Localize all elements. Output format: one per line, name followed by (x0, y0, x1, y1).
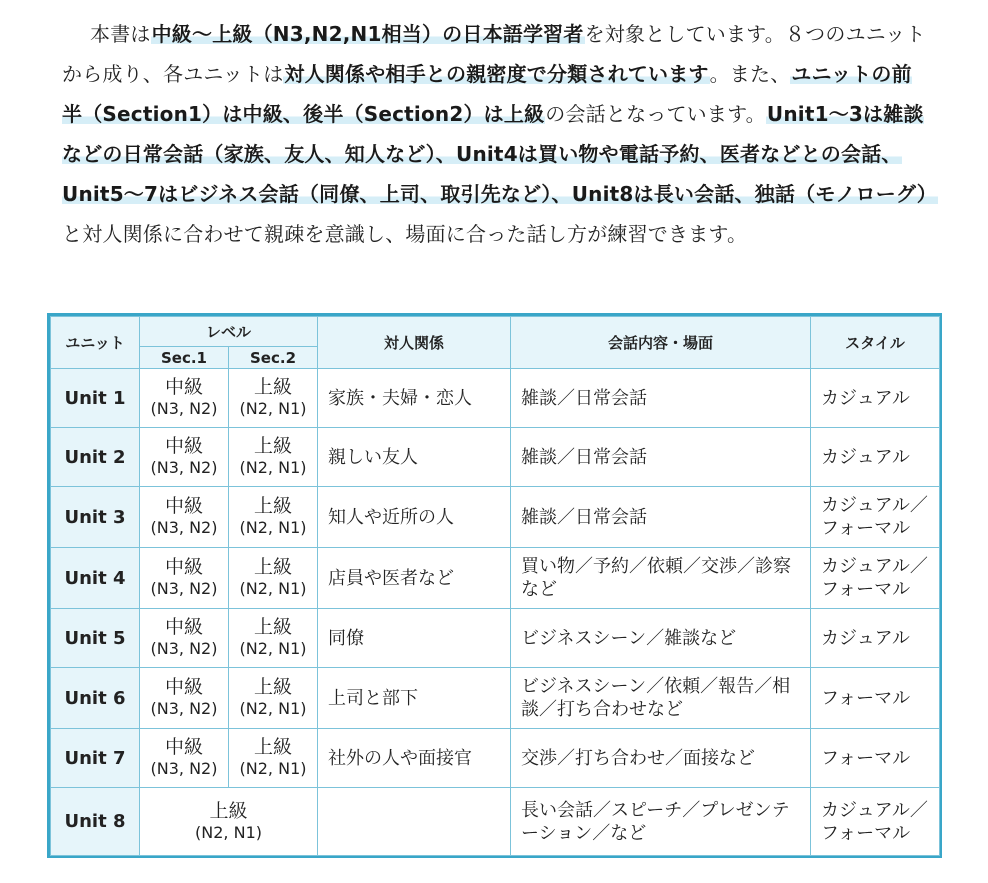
header-relation: 対人関係 (318, 317, 511, 369)
intro-highlight-sections: ユニットの前半（Section1）は中級、後半（Section2）は上級 (62, 62, 912, 126)
style-cell: カジュアル (811, 428, 940, 487)
content-cell: 交渉／打ち合わせ／面接など (511, 729, 811, 788)
intro-text (62, 14, 937, 254)
unit-table (50, 316, 940, 856)
sec1-jlpt: (N3, N2) (150, 759, 218, 778)
intro-highlight-level: 中級〜上級（N3,N2,N1相当）の日本語学習者 (151, 22, 584, 46)
combined-jlpt: (N2, N1) (195, 822, 262, 842)
unit-name: Unit 8 (51, 788, 140, 856)
sec2-level: 上級 (254, 676, 293, 698)
intro-segment: 。また、 (709, 62, 791, 86)
relation-cell (318, 788, 511, 856)
unit-name: Unit 6 (51, 668, 140, 729)
style-cell: フォーマル (811, 729, 940, 788)
sec2-level-cell (229, 548, 318, 609)
intro-segment: の会話となっています。 (545, 102, 766, 126)
content-cell: 雑談／日常会話 (511, 428, 811, 487)
sec1-level: 中級 (164, 376, 203, 398)
header-level: レベル (140, 317, 318, 347)
table-row (51, 428, 940, 487)
unit-name: Unit 4 (51, 548, 140, 609)
table-row (51, 369, 940, 428)
sec2-jlpt: (N2, N1) (239, 458, 307, 477)
table-row (51, 788, 940, 856)
content-cell: 買い物／予約／依頼／交渉／診察など (511, 548, 811, 609)
sec1-jlpt: (N3, N2) (150, 699, 218, 718)
combined-level-cell (140, 788, 318, 856)
style-cell: カジュアル／フォーマル (811, 487, 940, 548)
sec1-jlpt: (N3, N2) (150, 579, 218, 598)
sec2-level-cell (229, 668, 318, 729)
sec1-jlpt: (N3, N2) (150, 518, 218, 537)
unit-name: Unit 1 (51, 369, 140, 428)
sec2-jlpt: (N2, N1) (239, 399, 307, 418)
header-sec2: Sec.2 (229, 347, 318, 369)
content-cell: 長い会話／スピーチ／プレゼンテーション／など (511, 788, 811, 856)
sec1-level-cell (140, 428, 229, 487)
relation-cell: 上司と部下 (318, 668, 511, 729)
sec2-level-cell (229, 729, 318, 788)
unit-name: Unit 7 (51, 729, 140, 788)
sec1-level: 中級 (164, 736, 203, 758)
unit-name: Unit 2 (51, 428, 140, 487)
table-row (51, 609, 940, 668)
sec2-level-cell (229, 609, 318, 668)
sec2-level: 上級 (254, 435, 293, 457)
relation-cell: 店員や医者など (318, 548, 511, 609)
intro-highlight-units: Unit1〜3は雑談などの日常会話（家族、友人、知人など）、Unit4は買い物や電話予約、医者などとの会話、Unit5〜7はビジネス会話（同僚、上司、取引先など）、Unit8は長い会話、独話（モノローグ） (62, 102, 937, 206)
header-sec1: Sec.1 (140, 347, 229, 369)
sec2-jlpt: (N2, N1) (239, 759, 307, 778)
table-row (51, 487, 940, 548)
sec2-level: 上級 (254, 736, 293, 758)
relation-cell: 家族・夫婦・恋人 (318, 369, 511, 428)
header-style: スタイル (811, 317, 940, 369)
sec1-jlpt: (N3, N2) (150, 399, 218, 418)
relation-cell: 知人や近所の人 (318, 487, 511, 548)
sec1-level: 中級 (164, 676, 203, 698)
sec1-level-cell (140, 487, 229, 548)
sec2-level: 上級 (254, 616, 293, 638)
sec2-level: 上級 (254, 495, 293, 517)
sec1-level: 中級 (164, 435, 203, 457)
content-cell: 雑談／日常会話 (511, 369, 811, 428)
content-cell: 雑談／日常会話 (511, 487, 811, 548)
style-cell: カジュアル (811, 609, 940, 668)
intro-highlight-classification: 対人関係や相手との親密度で分類されています (284, 62, 709, 86)
unit-name: Unit 3 (51, 487, 140, 548)
sec2-level: 上級 (254, 376, 293, 398)
sec1-jlpt: (N3, N2) (150, 458, 218, 477)
sec1-level-cell (140, 548, 229, 609)
sec2-jlpt: (N2, N1) (239, 699, 307, 718)
sec2-level-cell (229, 487, 318, 548)
intro-segment: を対象としています。８つのユニットから成り、各ユニットは (62, 22, 926, 86)
sec2-jlpt: (N2, N1) (239, 579, 307, 598)
sec1-jlpt: (N3, N2) (150, 639, 218, 658)
table-row (51, 729, 940, 788)
style-cell: フォーマル (811, 668, 940, 729)
table-row (51, 548, 940, 609)
sec1-level-cell (140, 609, 229, 668)
sec1-level: 中級 (164, 616, 203, 638)
table-header-row (51, 317, 940, 347)
combined-level: 上級 (209, 799, 248, 822)
header-content: 会話内容・場面 (511, 317, 811, 369)
sec2-level: 上級 (254, 556, 293, 578)
sec2-jlpt: (N2, N1) (239, 639, 307, 658)
content-cell: ビジネスシーン／雑談など (511, 609, 811, 668)
sec1-level: 中級 (164, 556, 203, 578)
table-row (51, 668, 940, 729)
style-cell: カジュアル (811, 369, 940, 428)
relation-cell: 社外の人や面接官 (318, 729, 511, 788)
sec1-level: 中級 (164, 495, 203, 517)
unit-name: Unit 5 (51, 609, 140, 668)
style-cell: カジュアル／フォーマル (811, 788, 940, 856)
intro-segment: 本書は (90, 22, 151, 46)
intro-paragraph (62, 14, 937, 254)
sec1-level-cell (140, 369, 229, 428)
relation-cell: 親しい友人 (318, 428, 511, 487)
content-cell: ビジネスシーン／依頼／報告／相談／打ち合わせなど (511, 668, 811, 729)
sec2-level-cell (229, 369, 318, 428)
sec1-level-cell (140, 668, 229, 729)
sec1-level-cell (140, 729, 229, 788)
sec2-level-cell (229, 428, 318, 487)
intro-segment: と対人関係に合わせて親疎を意識し、場面に合った話し方が練習できます。 (62, 222, 748, 246)
style-cell: カジュアル／フォーマル (811, 548, 940, 609)
unit-table-frame (47, 313, 942, 858)
sec2-jlpt: (N2, N1) (239, 518, 307, 537)
relation-cell: 同僚 (318, 609, 511, 668)
header-unit: ユニット (51, 317, 140, 369)
